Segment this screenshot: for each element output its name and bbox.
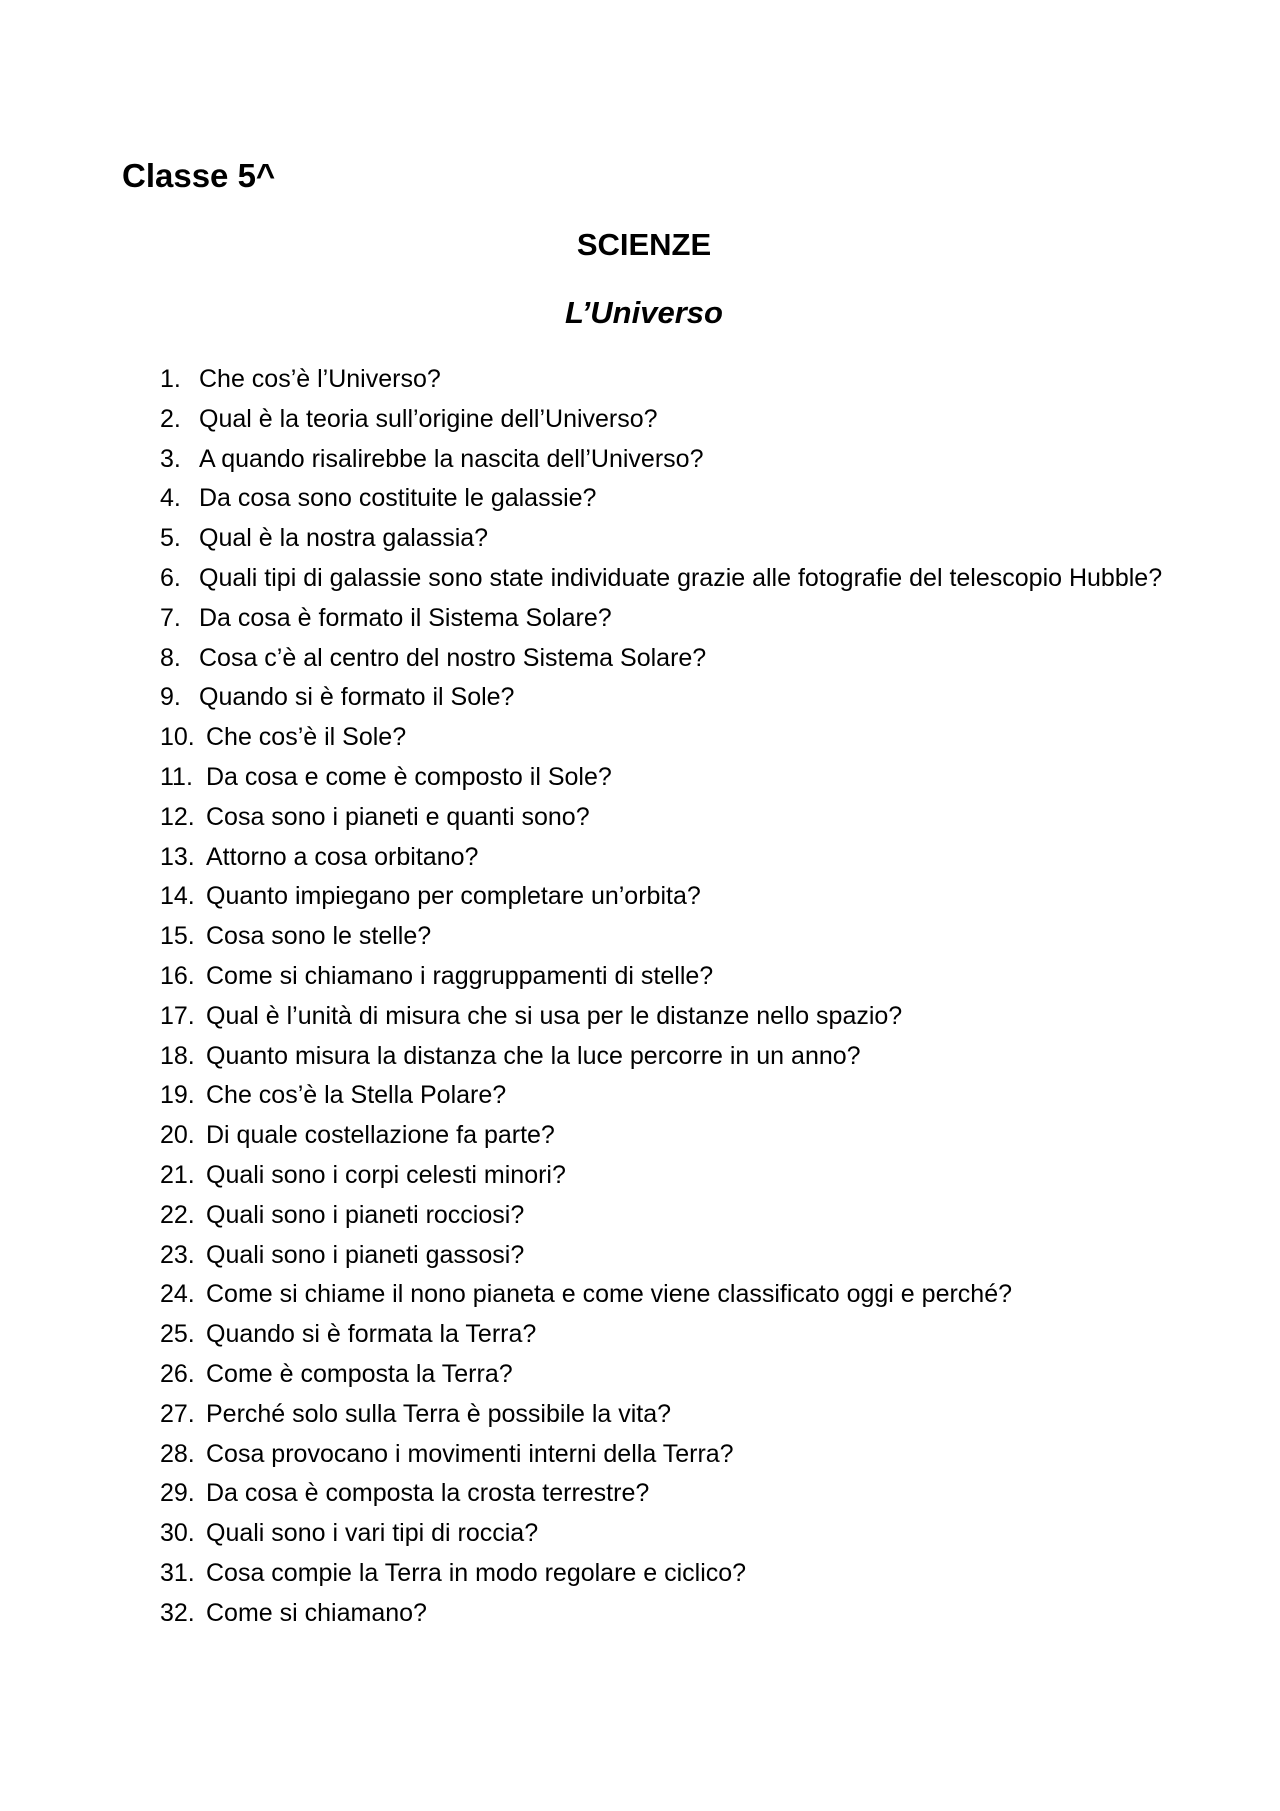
topic-heading [0, 293, 1280, 333]
question-item [160, 678, 1180, 718]
question-text: Quali tipi di galassie sono state individuate grazie alle fotografie del telescopio Hubble? [199, 563, 1163, 592]
question-number: 5. [160, 524, 181, 553]
question-item [160, 1037, 1180, 1077]
question-list [160, 360, 1180, 1634]
topic-title: L’Universo [565, 295, 723, 330]
question-number: 31. [160, 1558, 195, 1587]
question-text: Come è composta la Terra? [206, 1359, 513, 1388]
question-number: 28. [160, 1439, 195, 1468]
question-number: 4. [160, 484, 181, 513]
question-number: 32. [160, 1598, 195, 1627]
question-text: Come si chiamano i raggruppamenti di stelle? [206, 961, 714, 990]
question-number: 30. [160, 1519, 195, 1548]
question-item [160, 360, 1180, 400]
question-item [160, 758, 1180, 798]
question-number: 24. [160, 1280, 195, 1309]
question-text: Da cosa sono costituite le galassie? [199, 484, 597, 513]
question-number: 26. [160, 1359, 195, 1388]
question-item [160, 718, 1180, 758]
question-number: 23. [160, 1240, 195, 1269]
question-text: Che cos’è l’Universo? [199, 365, 441, 393]
question-text: Da cosa è composta la crosta terrestre? [206, 1479, 650, 1508]
question-text: Quanto impiegano per completare un’orbita? [206, 882, 701, 911]
question-text: Qual è la teoria sull’origine dell’Universo? [199, 404, 658, 433]
question-text: Cosa sono i pianeti e quanti sono? [206, 802, 590, 831]
question-item [160, 1076, 1180, 1116]
question-text: Qual è la nostra galassia? [199, 524, 489, 553]
question-number: 19. [160, 1081, 195, 1110]
question-text: Attorno a cosa orbitano? [206, 842, 479, 871]
question-item [160, 559, 1180, 599]
question-number: 16. [160, 961, 195, 990]
question-text: Quali sono i corpi celesti minori? [206, 1160, 566, 1189]
question-item [160, 440, 1180, 480]
question-text: Perché solo sulla Terra è possibile la vita? [206, 1399, 672, 1428]
question-text: Quali sono i pianeti gassosi? [206, 1240, 525, 1269]
question-number: 6. [160, 563, 181, 592]
question-number: 25. [160, 1320, 195, 1349]
question-item [160, 519, 1180, 559]
question-number: 12. [160, 802, 195, 831]
question-text: Quando si è formato il Sole? [199, 683, 515, 712]
question-item [160, 957, 1180, 997]
question-item [160, 1156, 1180, 1196]
question-number: 13. [160, 842, 195, 871]
class-label: Classe 5^ [122, 157, 276, 194]
question-text: Di quale costellazione fa parte? [206, 1121, 555, 1150]
question-item [160, 1236, 1180, 1276]
question-text: Come si chiame il nono pianeta e come viene classificato oggi e perché? [206, 1280, 1013, 1309]
question-item [160, 1594, 1180, 1634]
question-number: 3. [160, 444, 181, 473]
question-text: Quali sono i pianeti rocciosi? [206, 1200, 525, 1229]
question-item [160, 1474, 1180, 1514]
question-item [160, 877, 1180, 917]
question-number: 14. [160, 882, 195, 911]
question-text: Come si chiamano? [206, 1598, 427, 1627]
question-number: 15. [160, 922, 195, 951]
question-item [160, 1355, 1180, 1395]
question-number: 9. [160, 683, 181, 712]
question-item [160, 798, 1180, 838]
question-number: 18. [160, 1041, 195, 1070]
question-item [160, 1435, 1180, 1475]
question-item [160, 639, 1180, 679]
question-number: 11. [160, 762, 193, 791]
question-item [160, 838, 1180, 878]
question-number: 22. [160, 1200, 195, 1229]
question-text: Quando si è formata la Terra? [206, 1320, 537, 1349]
question-item [160, 1514, 1180, 1554]
question-item [160, 1275, 1180, 1315]
question-number: 29. [160, 1479, 195, 1508]
question-number: 17. [160, 1001, 195, 1030]
question-number: 27. [160, 1399, 195, 1428]
question-item [160, 599, 1180, 639]
question-text: Che cos’è il Sole? [206, 723, 407, 752]
question-text: Che cos’è la Stella Polare? [206, 1081, 507, 1110]
question-text: Qual è l’unità di misura che si usa per le distanze nello spazio? [206, 1001, 903, 1030]
question-item [160, 1395, 1180, 1435]
question-text: Quanto misura la distanza che la luce percorre in un anno? [206, 1041, 861, 1070]
question-item [160, 917, 1180, 957]
question-number: 1. [160, 365, 181, 393]
subject-heading [0, 225, 1280, 265]
question-number: 10. [160, 723, 195, 752]
question-text: A quando risalirebbe la nascita dell’Universo? [199, 444, 704, 473]
question-text: Da cosa e come è composto il Sole? [206, 762, 612, 791]
question-item [160, 1315, 1180, 1355]
question-number: 7. [160, 603, 181, 632]
question-item [160, 400, 1180, 440]
question-text: Da cosa è formato il Sistema Solare? [199, 603, 612, 632]
question-item [160, 997, 1180, 1037]
question-text: Cosa sono le stelle? [206, 922, 432, 951]
question-text: Cosa provocano i movimenti interni della Terra? [206, 1439, 734, 1468]
question-text: Cosa compie la Terra in modo regolare e ciclico? [206, 1558, 747, 1587]
question-number: 20. [160, 1121, 195, 1150]
question-text: Quali sono i vari tipi di roccia? [206, 1519, 539, 1548]
question-item [160, 1196, 1180, 1236]
question-number: 8. [160, 643, 181, 672]
question-number: 21. [160, 1160, 195, 1189]
question-number: 2. [160, 404, 181, 433]
subject-title: SCIENZE [576, 227, 712, 262]
question-text: Cosa c’è al centro del nostro Sistema Solare? [199, 643, 707, 672]
question-item [160, 1554, 1180, 1594]
question-item [160, 1116, 1180, 1156]
question-item [160, 479, 1180, 519]
